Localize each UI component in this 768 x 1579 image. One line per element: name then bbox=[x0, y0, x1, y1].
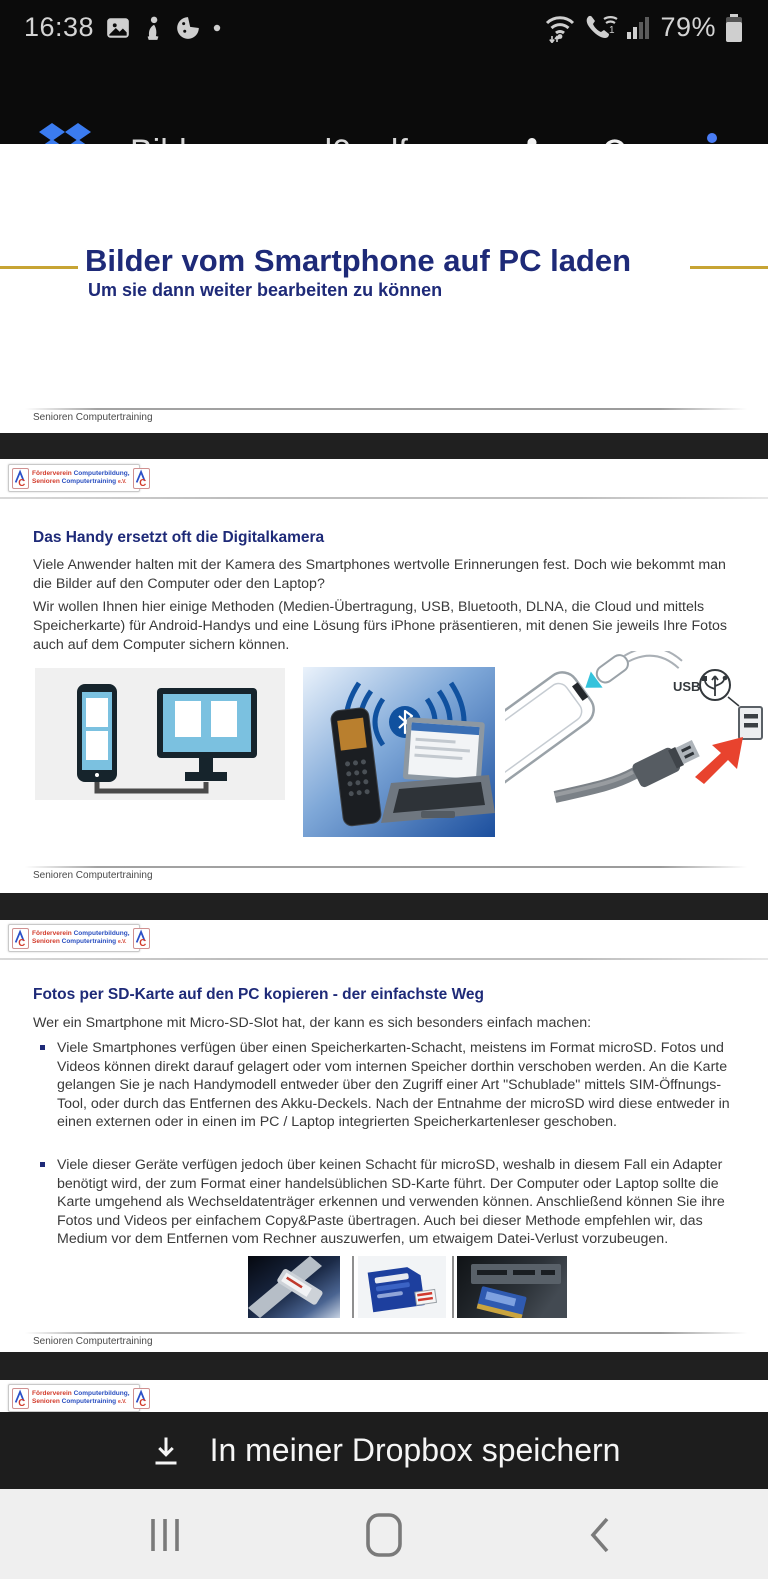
page2-paragraph-1: Viele Anwender halten mit der Kamera des Smartphones wertvolle Erinnerungen fest. Doch wie bekommt man die Bilder auf den Computer oder den Laptop? bbox=[33, 557, 726, 592]
save-to-dropbox-button[interactable] bbox=[0, 1412, 768, 1489]
status-right-cluster bbox=[542, 12, 744, 44]
page1-title: Bilder vom Smartphone auf PC laden bbox=[85, 243, 632, 278]
page1-subtitle: Um sie dann weiter bearbeiten zu können bbox=[88, 280, 443, 300]
status-left-cluster bbox=[24, 12, 222, 43]
download-icon bbox=[148, 1433, 184, 1469]
club-logo-mark bbox=[133, 468, 150, 489]
footer-rule bbox=[25, 866, 747, 868]
home-icon bbox=[364, 1512, 404, 1558]
back-button[interactable] bbox=[565, 1507, 635, 1563]
club-logo-mark bbox=[12, 1388, 29, 1409]
photo-separator bbox=[452, 1256, 454, 1318]
sim-tray-photo bbox=[248, 1256, 340, 1318]
page-divider-1 bbox=[0, 433, 768, 459]
club-logo-text: Förderverein Computerbildung, Senioren Computertraining e.V. bbox=[32, 1389, 130, 1405]
title-rule-right bbox=[690, 266, 768, 269]
bullet-marker bbox=[40, 1045, 45, 1050]
page3-intro: Wer ein Smartphone mit Micro-SD-Slot hat, der kann es sich besonders einfach machen: bbox=[33, 1015, 592, 1031]
app-bar bbox=[0, 55, 768, 144]
image-icon bbox=[105, 15, 131, 41]
home-button[interactable] bbox=[349, 1507, 419, 1563]
svg-text:C: C bbox=[18, 477, 26, 489]
person-icon bbox=[142, 15, 164, 41]
pdf-page-4 bbox=[0, 1380, 768, 1412]
recents-icon bbox=[145, 1513, 185, 1557]
svg-text:C: C bbox=[138, 1397, 146, 1409]
pdf-page-2 bbox=[0, 459, 768, 893]
phone-to-monitor-image bbox=[35, 668, 285, 800]
page3-footer: Senioren Computertraining bbox=[33, 1336, 153, 1347]
club-logo-mark bbox=[133, 928, 150, 949]
footer-rule bbox=[25, 1332, 747, 1334]
page3-bullet-1: Viele Smartphones verfügen über einen Speicherkarten-Schacht, meistens im Format microSD. Fotos und Videos können direkt darauf gelagert oder vom internen Speicher dorthin verschoben werden. An die Karte gelangen Sie je nach Handymodell entweder über den Zugriff einer Art "Schublade" mittels SIM-Öffnungs-Tool, oder durch das Entfernen des Akku-Deckels. Nach der Entnahme der microSD wird diese entweder in einen externen oder in einen im PC / Laptop integrierten Speicherkartenleser geschoben. bbox=[57, 1040, 730, 1130]
battery-percent-text: 79% bbox=[660, 12, 716, 42]
club-logo-box bbox=[8, 464, 146, 492]
page2-paragraph-2: Wir wollen Ihnen hier einige Methoden (Medien-Übertragung, USB, Bluetooth, DLNA, die Cloud und mittels Speicherkarte) für Android-Handys und eine Lösung fürs iPhone präsentieren, mit denen Sie jeweils Ihre Fotos auch auf dem Computer sichern können. bbox=[33, 599, 728, 653]
footer-rule bbox=[25, 408, 747, 410]
usb-label: USB bbox=[673, 679, 701, 694]
club-logo-mark bbox=[12, 468, 29, 489]
pdf-page-1 bbox=[0, 144, 768, 433]
page1-footer: Senioren Computertraining bbox=[33, 412, 153, 423]
page2-heading: Das Handy ersetzt oft die Digitalkamera bbox=[33, 529, 325, 546]
svg-text:C: C bbox=[18, 937, 26, 949]
page-divider-2 bbox=[0, 893, 768, 920]
club-logo-text: Förderverein Computerbildung, Senioren Computertraining e.V. bbox=[32, 469, 130, 485]
svg-text:C: C bbox=[138, 477, 146, 489]
save-button-label: In meiner Dropbox speichern bbox=[209, 1432, 621, 1468]
page-divider-3 bbox=[0, 1352, 768, 1380]
title-rule-left bbox=[0, 266, 78, 269]
photo-separator bbox=[352, 1256, 354, 1318]
cookie-icon bbox=[175, 15, 201, 41]
club-logo-mark bbox=[133, 1388, 150, 1409]
page3-bullet-2: Viele dieser Geräte verfügen jedoch über keinen Schacht für microSD, weshalb in diesem Fall ein Adapter benötigt wird, der zum Format einer handelsüblichen SD-Karte führt. Der Computer oder Laptop sollte die Karte umgehend als Wechseldatenträger erkennen und verwenden können. Anschließend können Sie ihre Fotos und Videos per einfachem Copy&Paste übertragen. Auch bei dieser Methode empfehlen wir, das Medium vor dem Entfernen vom Rechner auszuwerfen, um etwaigem Datei-Verlust vorzubeugen. bbox=[57, 1157, 725, 1247]
status-bar bbox=[0, 0, 768, 55]
pdf-page-3 bbox=[0, 920, 768, 1352]
svg-text:C: C bbox=[138, 937, 146, 949]
notification-dot bbox=[212, 23, 222, 33]
recents-button[interactable] bbox=[130, 1507, 200, 1563]
usb-cable-image bbox=[505, 651, 765, 803]
header-rule bbox=[0, 958, 768, 960]
wifi-icon bbox=[542, 13, 576, 43]
signal-icon bbox=[626, 14, 652, 42]
back-icon bbox=[585, 1513, 615, 1557]
bullet-marker bbox=[40, 1162, 45, 1167]
android-navigation-bar bbox=[0, 1489, 768, 1579]
pdf-scroll-area[interactable] bbox=[0, 144, 768, 1412]
club-logo-text: Förderverein Computerbildung, Senioren Computertraining e.V. bbox=[32, 929, 130, 945]
wifi-call-number: 1 bbox=[609, 24, 616, 36]
card-reader-photo bbox=[457, 1256, 567, 1318]
header-rule bbox=[0, 497, 768, 499]
clock-text: 16:38 bbox=[24, 12, 95, 42]
bluetooth-transfer-image bbox=[303, 667, 495, 837]
sd-adapter-photo bbox=[358, 1256, 446, 1318]
svg-text:C: C bbox=[18, 1397, 26, 1409]
club-logo-box bbox=[8, 924, 146, 952]
club-logo-mark bbox=[12, 928, 29, 949]
wifi-call-icon bbox=[584, 13, 618, 43]
page2-footer: Senioren Computertraining bbox=[33, 870, 153, 881]
page3-heading: Fotos per SD-Karte auf den PC kopieren - der einfachste Weg bbox=[33, 986, 485, 1003]
battery-icon bbox=[724, 12, 744, 44]
club-logo-box bbox=[8, 1384, 146, 1412]
